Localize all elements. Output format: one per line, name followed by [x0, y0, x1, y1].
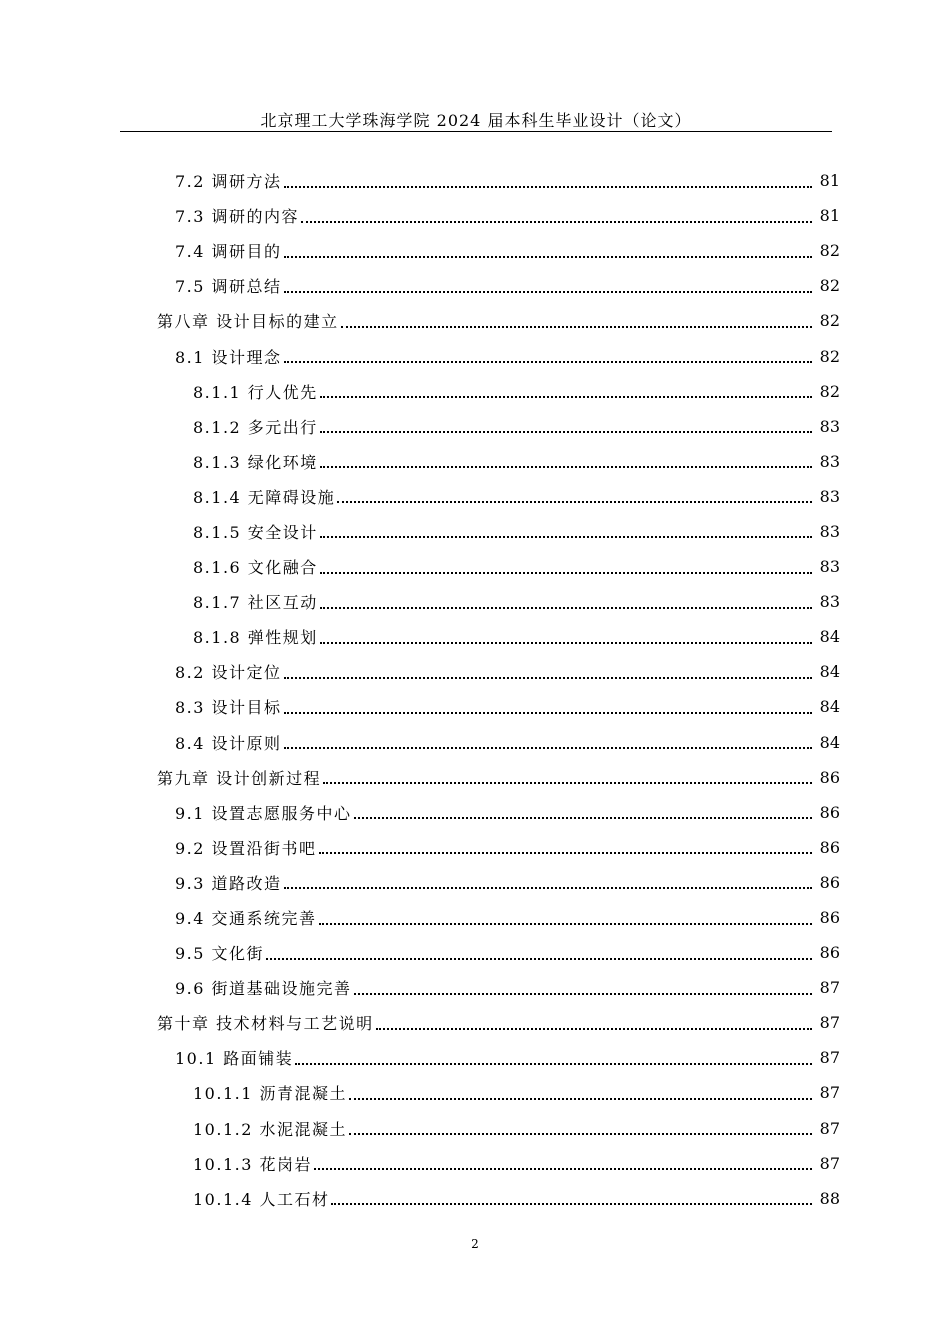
toc-entry[interactable]: [175, 268, 840, 303]
toc-entry-label: 7.5 调研总结: [175, 277, 282, 297]
toc-entry-label: 9.4 交通系统完善: [175, 909, 317, 929]
toc-entry-page: 81: [819, 171, 840, 191]
page-number: 2: [471, 1237, 479, 1251]
dot-leader: [320, 431, 812, 433]
toc-entry-page: 82: [819, 241, 840, 261]
toc-entry-page: 86: [819, 908, 840, 928]
dot-leader: [284, 361, 812, 363]
toc-entry[interactable]: [193, 514, 840, 549]
dot-leader: [320, 396, 812, 398]
dot-leader: [314, 1168, 812, 1170]
toc-entry-label: 第九章 设计创新过程: [157, 768, 322, 788]
toc-entry[interactable]: [157, 760, 840, 795]
dot-leader: [337, 501, 812, 503]
toc-entry-label: 10.1.3 花岗岩: [193, 1154, 312, 1174]
toc-entry-page: 83: [819, 557, 840, 577]
toc-entry-label: 第八章 设计目标的建立: [157, 312, 339, 332]
toc-entry[interactable]: [175, 900, 840, 935]
toc-entry-page: 84: [819, 662, 840, 682]
toc-entry-page: 87: [819, 1013, 840, 1033]
toc-entry-page: 82: [819, 311, 840, 331]
dot-leader: [284, 887, 812, 889]
toc-entry[interactable]: [193, 1181, 840, 1216]
dot-leader: [331, 1203, 812, 1205]
toc-entry-label: 8.1.8 弹性规划: [193, 628, 318, 648]
toc-entry-page: 88: [819, 1188, 840, 1208]
toc-entry-label: 10.1.4 人工石材: [193, 1189, 330, 1209]
toc-entry-label: 7.3 调研的内容: [175, 207, 300, 227]
dot-leader: [284, 186, 812, 188]
toc-entry-label: 9.6 街道基础设施完善: [175, 979, 352, 999]
dot-leader: [284, 256, 812, 258]
toc-entry-label: 7.4 调研目的: [175, 242, 282, 262]
toc-entry-label: 9.2 设置沿街书吧: [175, 838, 317, 858]
dot-leader: [320, 642, 812, 644]
toc-entry-page: 83: [819, 416, 840, 436]
toc-entry-label: 9.1 设置志愿服务中心: [175, 803, 352, 823]
toc-entry[interactable]: [175, 654, 840, 689]
dot-leader: [301, 221, 812, 223]
dot-leader: [320, 536, 812, 538]
dot-leader: [284, 291, 812, 293]
dot-leader: [320, 466, 812, 468]
toc-entry[interactable]: [193, 409, 840, 444]
toc-entry-label: 8.1 设计理念: [175, 347, 282, 367]
toc-entry[interactable]: [157, 1005, 840, 1040]
toc-entry[interactable]: [193, 619, 840, 654]
dot-leader: [295, 1063, 812, 1065]
dot-leader: [284, 712, 812, 714]
header-rule: [120, 131, 832, 132]
toc-entry[interactable]: [175, 338, 840, 373]
toc-entry-label: 9.3 道路改造: [175, 873, 282, 893]
toc-entry-page: 82: [819, 381, 840, 401]
dot-leader: [349, 1098, 812, 1100]
toc-entry[interactable]: [175, 689, 840, 724]
dot-leader: [319, 923, 812, 925]
toc-entry-label: 8.3 设计目标: [175, 698, 282, 718]
toc-entry[interactable]: [193, 549, 840, 584]
dot-leader: [266, 958, 812, 960]
toc-entry-page: 87: [819, 1048, 840, 1068]
toc-entry[interactable]: [175, 233, 840, 268]
toc-entry-page: 81: [819, 206, 840, 226]
dot-leader: [320, 607, 812, 609]
toc-entry-page: 83: [819, 592, 840, 612]
toc-entry-page: 83: [819, 486, 840, 506]
dot-leader: [349, 1133, 812, 1135]
dot-leader: [320, 572, 812, 574]
toc-entry[interactable]: [175, 198, 840, 233]
toc-entry[interactable]: [193, 374, 840, 409]
toc-entry[interactable]: [193, 1075, 840, 1110]
toc-entry-label: 8.1.1 行人优先: [193, 382, 318, 402]
toc-entry-label: 8.1.3 绿化环境: [193, 452, 318, 472]
toc-entry[interactable]: [175, 865, 840, 900]
dot-leader: [319, 852, 812, 854]
toc-entry-label: 8.4 设计原则: [175, 733, 282, 753]
toc-entry-page: 82: [819, 346, 840, 366]
toc-entry-page: 86: [819, 872, 840, 892]
toc-entry-label: 9.5 文化街: [175, 944, 265, 964]
dot-leader: [376, 1028, 812, 1030]
toc-entry-page: 86: [819, 802, 840, 822]
toc-entry-label: 8.1.2 多元出行: [193, 417, 318, 437]
table-of-contents: [0, 163, 950, 1216]
toc-entry[interactable]: [175, 163, 840, 198]
running-header: 北京理工大学珠海学院 2024 届本科生毕业设计（论文）: [260, 111, 692, 130]
toc-entry-label: 10.1.2 水泥混凝土: [193, 1119, 347, 1139]
dot-leader: [284, 747, 812, 749]
dot-leader: [323, 782, 812, 784]
toc-entry-page: 83: [819, 521, 840, 541]
toc-entry[interactable]: [175, 1040, 840, 1075]
toc-entry[interactable]: [193, 444, 840, 479]
toc-entry-page: 84: [819, 627, 840, 647]
toc-entry-label: 8.1.7 社区互动: [193, 593, 318, 613]
toc-entry[interactable]: [175, 725, 840, 760]
toc-entry-page: 84: [819, 697, 840, 717]
toc-entry-page: 86: [819, 943, 840, 963]
toc-entry[interactable]: [175, 970, 840, 1005]
toc-entry-label: 7.2 调研方法: [175, 172, 282, 192]
toc-entry-page: 83: [819, 451, 840, 471]
toc-entry[interactable]: [193, 1111, 840, 1146]
toc-entry-page: 87: [819, 978, 840, 998]
toc-entry-page: 87: [819, 1083, 840, 1103]
toc-entry-page: 87: [819, 1118, 840, 1138]
toc-entry[interactable]: [175, 830, 840, 865]
toc-entry-label: 8.1.4 无障碍设施: [193, 487, 336, 507]
toc-entry[interactable]: [193, 479, 840, 514]
dot-leader: [341, 326, 812, 328]
toc-entry-page: 87: [819, 1153, 840, 1173]
toc-entry-page: 82: [819, 276, 840, 296]
toc-entry-page: 84: [819, 732, 840, 752]
toc-entry-label: 10.1.1 沥青混凝土: [193, 1084, 347, 1104]
toc-entry-label: 第十章 技术材料与工艺说明: [157, 1014, 374, 1034]
toc-entry[interactable]: [193, 1146, 840, 1181]
toc-entry[interactable]: [157, 303, 840, 338]
dot-leader: [354, 817, 812, 819]
toc-entry-page: 86: [819, 767, 840, 787]
toc-entry[interactable]: [175, 935, 840, 970]
dot-leader: [284, 677, 812, 679]
toc-entry-label: 8.1.5 安全设计: [193, 522, 318, 542]
toc-entry-label: 8.1.6 文化融合: [193, 558, 318, 578]
toc-entry[interactable]: [193, 584, 840, 619]
toc-entry[interactable]: [175, 795, 840, 830]
dot-leader: [354, 993, 812, 995]
toc-entry-label: 10.1 路面铺装: [175, 1049, 294, 1069]
toc-entry-page: 86: [819, 837, 840, 857]
toc-entry-label: 8.2 设计定位: [175, 663, 282, 683]
